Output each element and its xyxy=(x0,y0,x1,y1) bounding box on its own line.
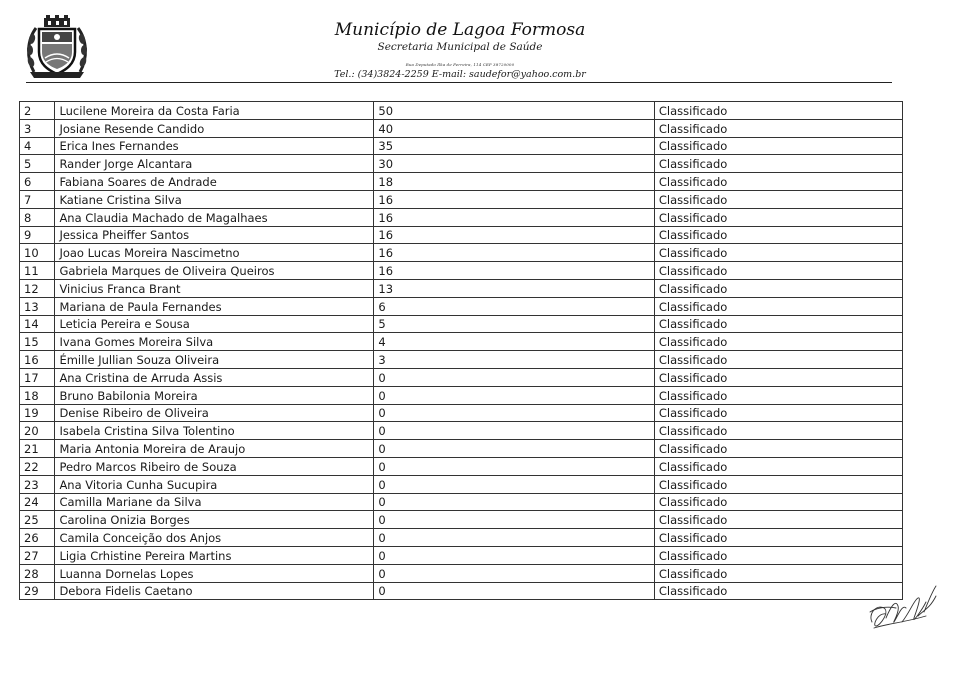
score-cell: 16 xyxy=(374,244,654,262)
candidate-name-cell: Mariana de Paula Fernandes xyxy=(55,297,374,315)
score-cell: 5 xyxy=(374,315,654,333)
row-number-cell: 13 xyxy=(20,297,55,315)
row-number-cell: 22 xyxy=(20,457,55,475)
table-row xyxy=(20,190,903,208)
organization-name: Município de Lagoa Formosa xyxy=(334,20,586,40)
score-cell: 0 xyxy=(374,475,654,493)
row-number-cell: 19 xyxy=(20,404,55,422)
candidate-name-cell: Ana Cristina de Arruda Assis xyxy=(55,368,374,386)
score-cell: 3 xyxy=(374,351,654,369)
status-cell: Classificado xyxy=(654,208,902,226)
row-number-cell: 15 xyxy=(20,333,55,351)
table-row xyxy=(20,493,903,511)
score-cell: 0 xyxy=(374,582,654,600)
status-cell: Classificado xyxy=(654,475,902,493)
row-number-cell: 8 xyxy=(20,208,55,226)
candidate-name-cell: Ivana Gomes Moreira Silva xyxy=(55,333,374,351)
row-number-cell: 16 xyxy=(20,351,55,369)
status-cell: Classificado xyxy=(654,333,902,351)
row-number-cell: 9 xyxy=(20,226,55,244)
table-row xyxy=(20,457,903,475)
status-cell: Classificado xyxy=(654,546,902,564)
row-number-cell: 23 xyxy=(20,475,55,493)
candidate-name-cell: Katiane Cristina Silva xyxy=(55,190,374,208)
score-cell: 0 xyxy=(374,440,654,458)
candidate-name-cell: Josiane Resende Candido xyxy=(55,119,374,137)
row-number-cell: 2 xyxy=(20,102,55,120)
candidate-name-cell: Denise Ribeiro de Oliveira xyxy=(55,404,374,422)
score-cell: 35 xyxy=(374,137,654,155)
candidate-name-cell: Rander Jorge Alcantara xyxy=(55,155,374,173)
candidate-name-cell: Camila Conceição dos Anjos xyxy=(55,529,374,547)
table-row xyxy=(20,244,903,262)
table-row xyxy=(20,511,903,529)
table-row xyxy=(20,333,903,351)
score-cell: 0 xyxy=(374,386,654,404)
table-row xyxy=(20,351,903,369)
score-cell: 0 xyxy=(374,511,654,529)
status-cell: Classificado xyxy=(654,582,902,600)
score-cell: 30 xyxy=(374,155,654,173)
status-cell: Classificado xyxy=(654,102,902,120)
row-number-cell: 5 xyxy=(20,155,55,173)
table-row xyxy=(20,368,903,386)
department-name: Secretaria Municipal de Saúde xyxy=(377,41,543,53)
candidate-name-cell: Debora Fidelis Caetano xyxy=(55,582,374,600)
table-row xyxy=(20,102,903,120)
score-cell: 40 xyxy=(374,119,654,137)
candidate-name-cell: Luanna Dornelas Lopes xyxy=(55,564,374,582)
status-cell: Classificado xyxy=(654,440,902,458)
row-number-cell: 24 xyxy=(20,493,55,511)
candidate-name-cell: Jessica Pheiffer Santos xyxy=(55,226,374,244)
status-cell: Classificado xyxy=(654,119,902,137)
candidate-name-cell: Vinicius Franca Brant xyxy=(55,279,374,297)
status-cell: Classificado xyxy=(654,155,902,173)
table-row xyxy=(20,315,903,333)
candidate-name-cell: Carolina Onizia Borges xyxy=(55,511,374,529)
status-cell: Classificado xyxy=(654,386,902,404)
row-number-cell: 21 xyxy=(20,440,55,458)
score-cell: 18 xyxy=(374,173,654,191)
score-cell: 16 xyxy=(374,208,654,226)
candidate-name-cell: Gabriela Marques de Oliveira Queiros xyxy=(55,262,374,280)
table-row xyxy=(20,226,903,244)
score-cell: 0 xyxy=(374,457,654,475)
status-cell: Classificado xyxy=(654,315,902,333)
table-row xyxy=(20,279,903,297)
table-row xyxy=(20,475,903,493)
score-cell: 0 xyxy=(374,422,654,440)
status-cell: Classificado xyxy=(654,297,902,315)
status-cell: Classificado xyxy=(654,368,902,386)
candidate-name-cell: Maria Antonia Moreira de Araujo xyxy=(55,440,374,458)
score-cell: 50 xyxy=(374,102,654,120)
table-row xyxy=(20,564,903,582)
score-cell: 16 xyxy=(374,190,654,208)
score-cell: 4 xyxy=(374,333,654,351)
row-number-cell: 7 xyxy=(20,190,55,208)
status-cell: Classificado xyxy=(654,244,902,262)
candidate-name-cell: Joao Lucas Moreira Nascimetno xyxy=(55,244,374,262)
row-number-cell: 26 xyxy=(20,529,55,547)
table-row xyxy=(20,582,903,600)
candidate-name-cell: Fabiana Soares de Andrade xyxy=(55,173,374,191)
coat-of-arms-icon xyxy=(24,14,90,80)
status-cell: Classificado xyxy=(654,173,902,191)
handwritten-signature xyxy=(866,582,940,632)
table-row xyxy=(20,119,903,137)
contact-line: Tel.: (34)3824-2259 E-mail: saudefor@yahoo.com.br xyxy=(334,69,586,80)
row-number-cell: 28 xyxy=(20,564,55,582)
table-row xyxy=(20,386,903,404)
score-cell: 13 xyxy=(374,279,654,297)
score-cell: 0 xyxy=(374,529,654,547)
candidate-name-cell: Ana Vitoria Cunha Sucupira xyxy=(55,475,374,493)
row-number-cell: 20 xyxy=(20,422,55,440)
candidate-name-cell: Camilla Mariane da Silva xyxy=(55,493,374,511)
candidate-name-cell: Lucilene Moreira da Costa Faria xyxy=(55,102,374,120)
score-cell: 0 xyxy=(374,404,654,422)
row-number-cell: 18 xyxy=(20,386,55,404)
status-cell: Classificado xyxy=(654,137,902,155)
row-number-cell: 29 xyxy=(20,582,55,600)
table-row xyxy=(20,262,903,280)
status-cell: Classificado xyxy=(654,279,902,297)
status-cell: Classificado xyxy=(654,529,902,547)
candidate-name-cell: Ana Claudia Machado de Magalhaes xyxy=(55,208,374,226)
status-cell: Classificado xyxy=(654,404,902,422)
status-cell: Classificado xyxy=(654,262,902,280)
row-number-cell: 25 xyxy=(20,511,55,529)
score-cell: 6 xyxy=(374,297,654,315)
row-number-cell: 12 xyxy=(20,279,55,297)
candidate-name-cell: Pedro Marcos Ribeiro de Souza xyxy=(55,457,374,475)
table-row xyxy=(20,155,903,173)
address-line: Rua Deputado Ilka de Ferreira, 114 CEP 38720000 xyxy=(405,62,515,67)
candidates-table-body xyxy=(20,102,903,600)
table-row xyxy=(20,529,903,547)
row-number-cell: 11 xyxy=(20,262,55,280)
table-row xyxy=(20,422,903,440)
candidate-name-cell: Erica Ines Fernandes xyxy=(55,137,374,155)
table-row xyxy=(20,173,903,191)
row-number-cell: 6 xyxy=(20,173,55,191)
status-cell: Classificado xyxy=(654,226,902,244)
status-cell: Classificado xyxy=(654,457,902,475)
status-cell: Classificado xyxy=(654,511,902,529)
score-cell: 16 xyxy=(374,226,654,244)
status-cell: Classificado xyxy=(654,493,902,511)
status-cell: Classificado xyxy=(654,422,902,440)
table-row xyxy=(20,208,903,226)
row-number-cell: 14 xyxy=(20,315,55,333)
score-cell: 0 xyxy=(374,564,654,582)
row-number-cell: 10 xyxy=(20,244,55,262)
candidate-name-cell: Bruno Babilonia Moreira xyxy=(55,386,374,404)
status-cell: Classificado xyxy=(654,190,902,208)
score-cell: 0 xyxy=(374,546,654,564)
row-number-cell: 27 xyxy=(20,546,55,564)
candidate-name-cell: Isabela Cristina Silva Tolentino xyxy=(55,422,374,440)
score-cell: 0 xyxy=(374,368,654,386)
row-number-cell: 17 xyxy=(20,368,55,386)
letterhead xyxy=(300,20,620,81)
candidate-name-cell: Émille Jullian Souza Oliveira xyxy=(55,351,374,369)
status-cell: Classificado xyxy=(654,564,902,582)
candidates-table xyxy=(19,101,903,600)
status-cell: Classificado xyxy=(654,351,902,369)
score-cell: 16 xyxy=(374,262,654,280)
table-row xyxy=(20,137,903,155)
table-row xyxy=(20,440,903,458)
candidate-name-cell: Leticia Pereira e Sousa xyxy=(55,315,374,333)
header-divider xyxy=(26,82,892,83)
candidate-name-cell: Ligia Crhistine Pereira Martins xyxy=(55,546,374,564)
score-cell: 0 xyxy=(374,493,654,511)
table-row xyxy=(20,297,903,315)
row-number-cell: 4 xyxy=(20,137,55,155)
row-number-cell: 3 xyxy=(20,119,55,137)
table-row xyxy=(20,546,903,564)
table-row xyxy=(20,404,903,422)
